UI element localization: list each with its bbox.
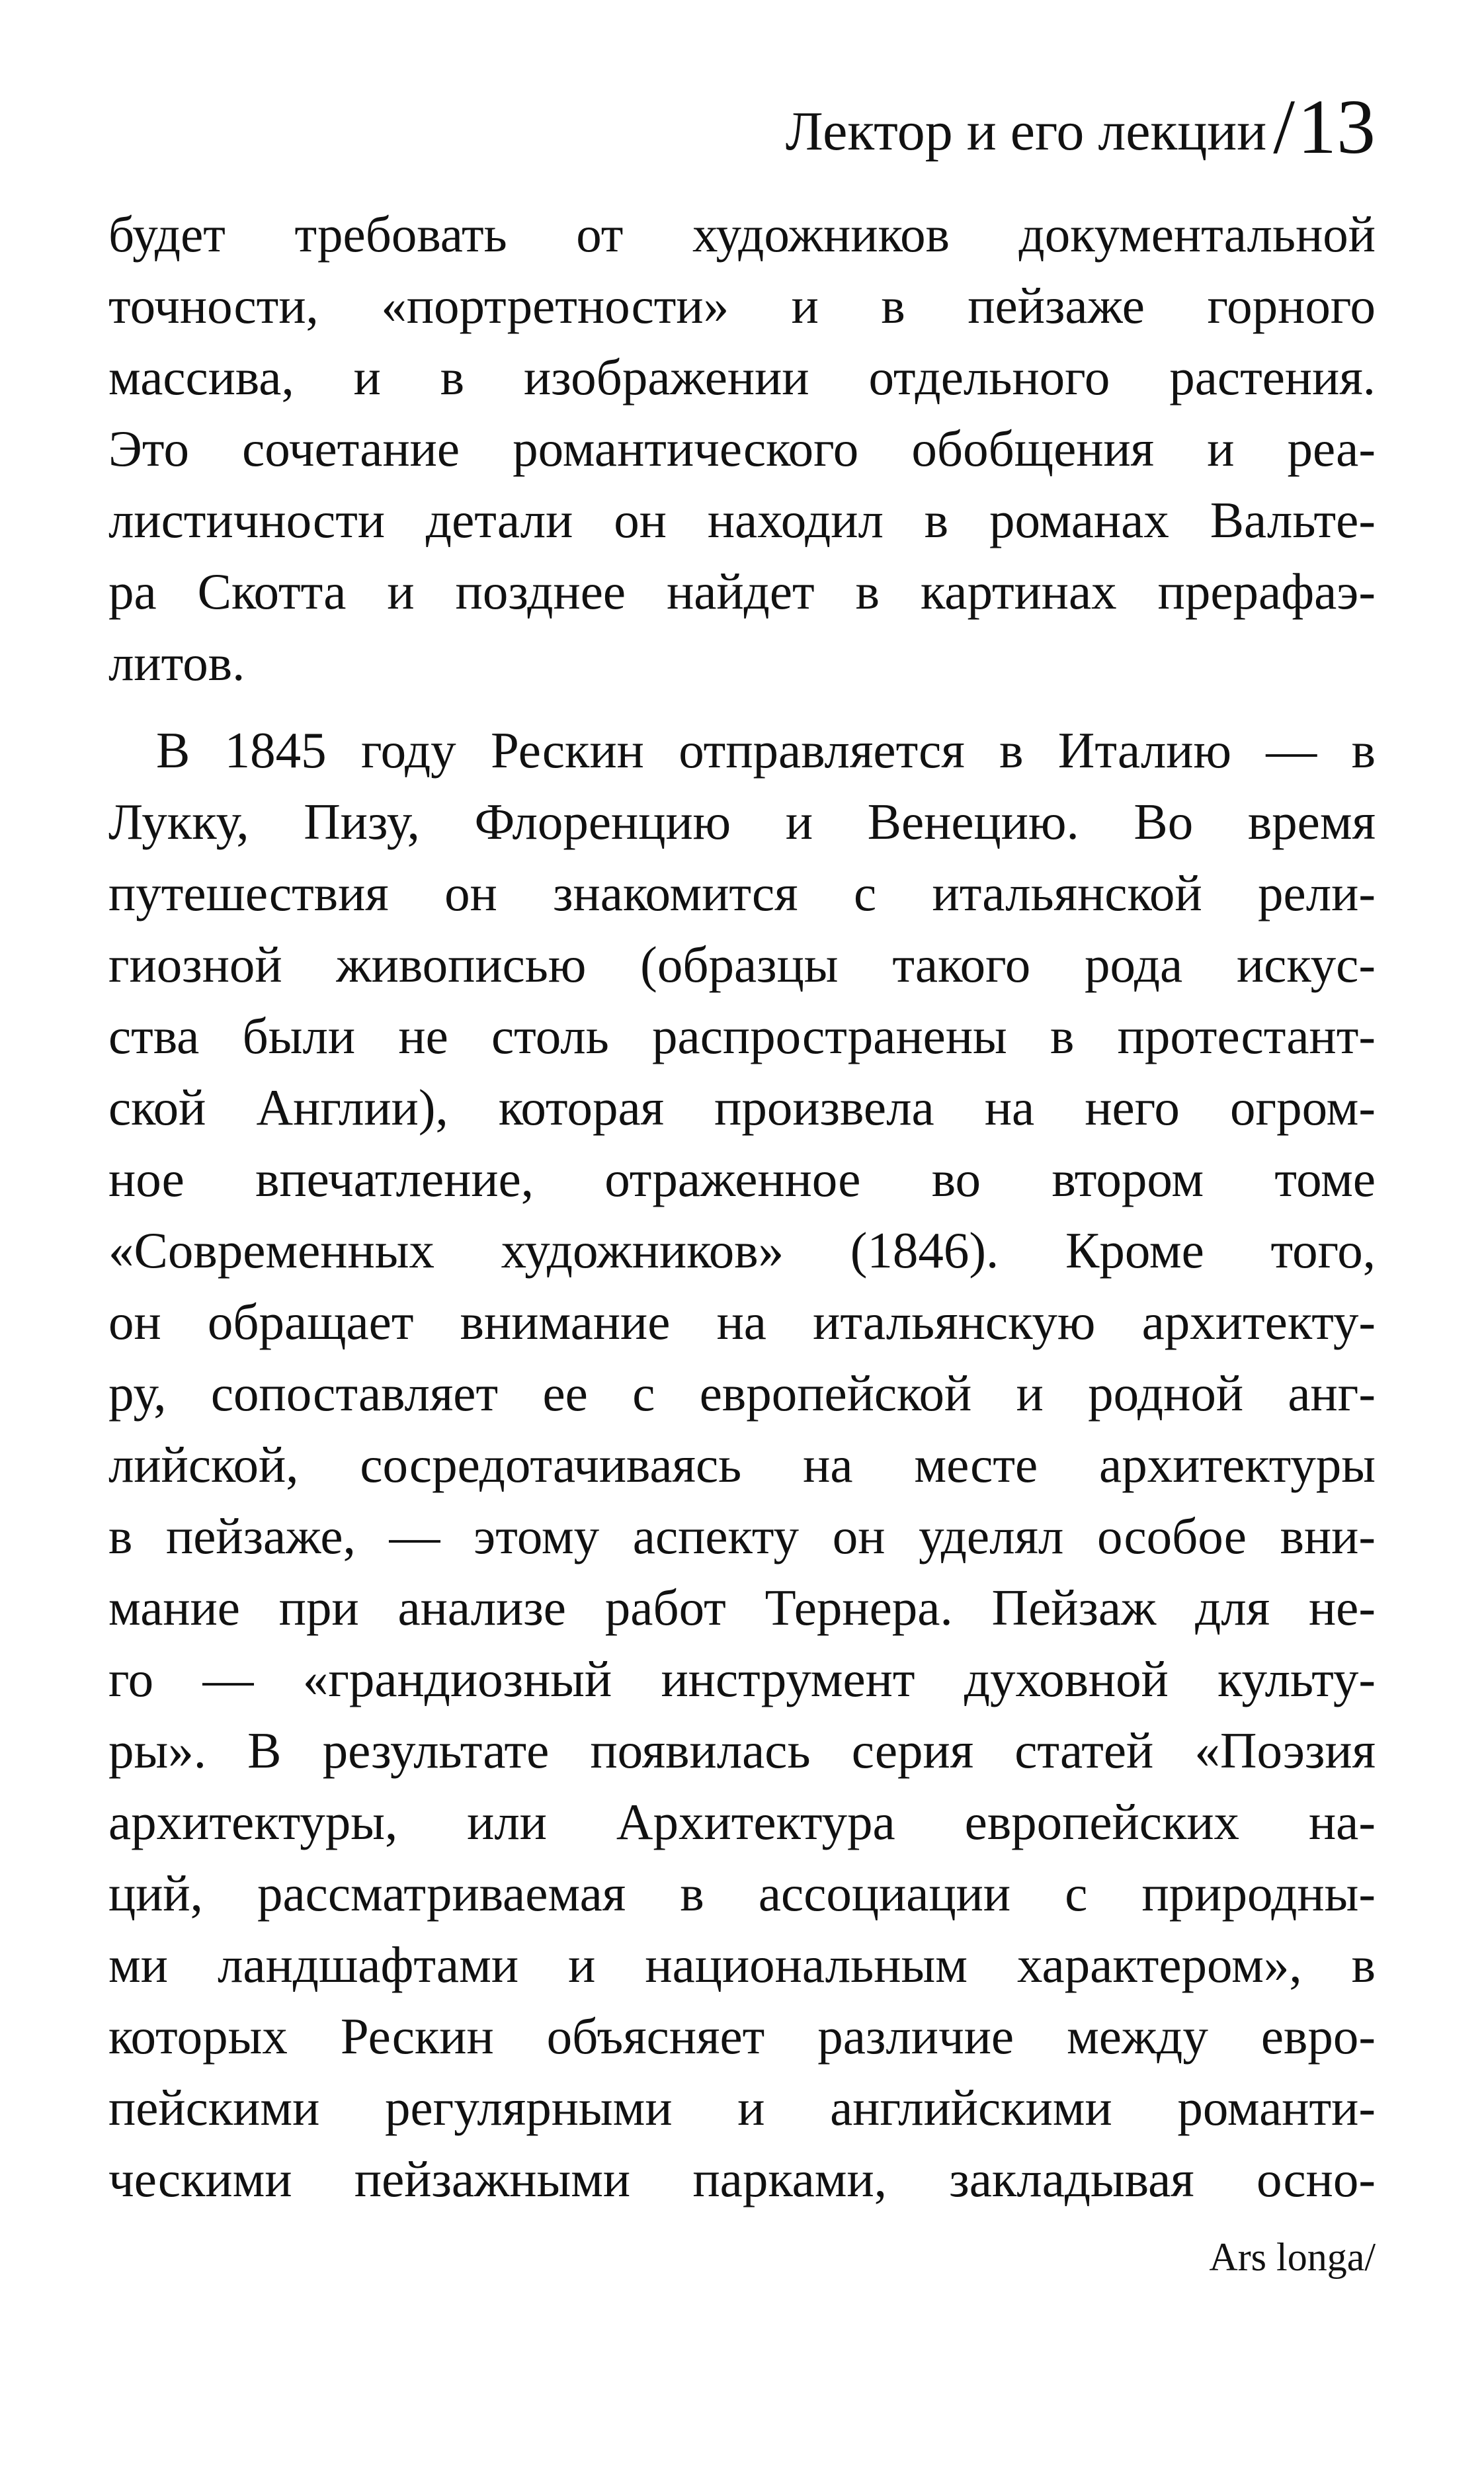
text-line: массива, и в изображении отдельного растения. (108, 349, 1376, 406)
text-line: путешествия он знакомится с итальянской рели- (108, 865, 1376, 921)
text-line: ми ландшафтами и национальным характером», в (108, 1936, 1376, 1993)
text-line: Это сочетание романтического обобщения и реа- (108, 420, 1376, 477)
text-line: В 1845 году Рескин отправляется в Италию — в (156, 722, 1376, 779)
text-line: ры». В результате появилась серия статей «Поэзия (108, 1722, 1376, 1779)
text-line: точности, «портретности» и в пейзаже горного (108, 277, 1376, 334)
text-line: ций, рассматриваемая в ассоциации с природны- (108, 1865, 1376, 1922)
text-line: будет требовать от художников документальной (108, 206, 1376, 263)
text-line: го — «грандиозный инструмент духовной культу- (108, 1650, 1376, 1707)
text-line: гиозной живописью (образцы такого рода искус- (108, 936, 1376, 993)
text-line: пейскими регулярными и английскими романти- (108, 2079, 1376, 2136)
text-line: в пейзаже, — этому аспекту он уделял особое вни- (108, 1508, 1376, 1564)
page-number: 13 (1298, 83, 1376, 170)
text-line: лийской, сосредотачиваясь на месте архитектуры (108, 1436, 1376, 1493)
paragraph (108, 198, 1376, 699)
running-title: Лектор и его лекции (785, 101, 1267, 162)
text-line: ное впечатление, отраженное во втором томе (108, 1150, 1376, 1207)
text-line: ческими пейзажными парками, закладывая осно- (108, 2151, 1376, 2207)
paragraph (108, 714, 1376, 2215)
text-line: листичности детали он находил в романах Вальте- (108, 492, 1376, 548)
text-line: Лукку, Пизу, Флоренцию и Венецию. Во время (108, 793, 1376, 850)
header-slash: / (1273, 83, 1295, 170)
paragraph-spacing (108, 699, 1376, 714)
running-head (786, 69, 1376, 169)
text-line: мание при анализе работ Тернера. Пейзаж для не- (108, 1579, 1376, 1636)
body-text (108, 198, 1376, 2215)
series-mark: Ars longa/ (1209, 2235, 1376, 2279)
text-line: литов. (108, 634, 245, 691)
text-line: архитектуры, или Архитектура европейских на- (108, 1793, 1376, 1850)
text-line: которых Рескин объясняет различие между евро- (108, 2008, 1376, 2065)
text-line: «Современных художников» (1846). Кроме того, (108, 1222, 1376, 1279)
text-line: ра Скотта и позднее найдет в картинах прерафаэ- (108, 563, 1376, 620)
text-line: ства были не столь распространены в протестант- (108, 1007, 1376, 1064)
text-line: он обращает внимание на итальянскую архитекту- (108, 1293, 1376, 1350)
text-line: ской Англии), которая произвела на него огром- (108, 1079, 1376, 1136)
text-line: ру, сопоставляет ее с европейской и родной анг- (108, 1365, 1376, 1422)
